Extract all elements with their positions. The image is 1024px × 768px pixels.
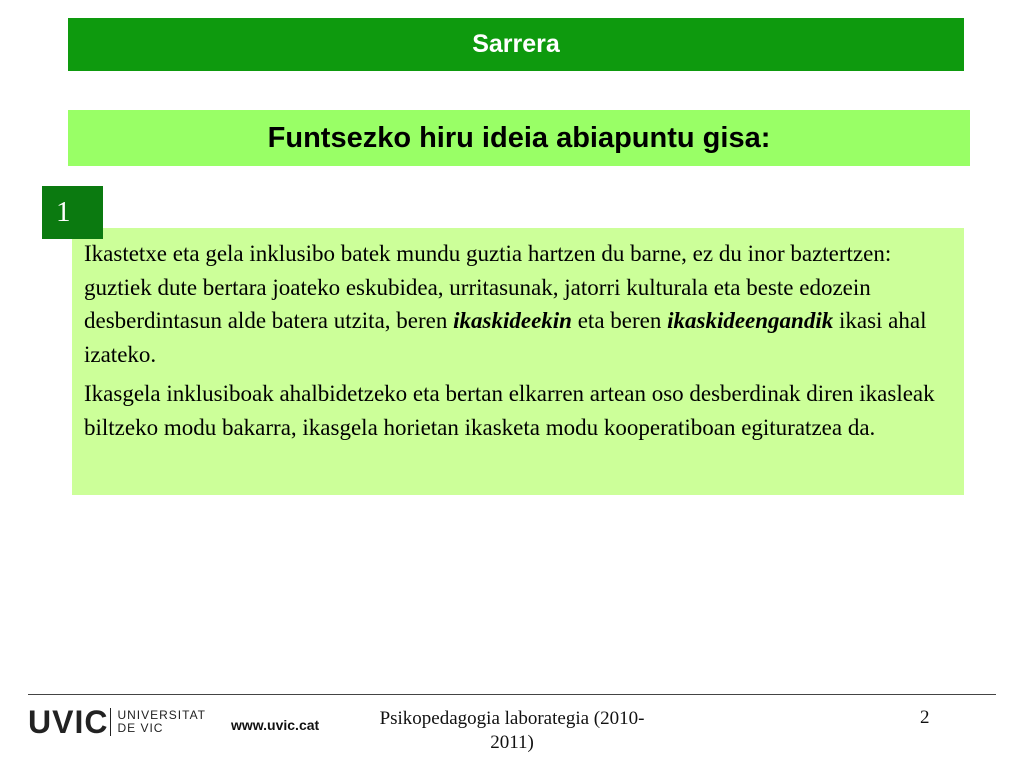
logo-text-line-1: UNIVERSITAT bbox=[117, 708, 207, 722]
number-badge bbox=[42, 186, 103, 239]
paragraph-1-text-a: Ikastetxe eta gela inklusibo batek mundu guztia hartzen du barne, ez du inor baztertzen: guztiek dute bertara joateko eskubidea, urritasunak, jatorri kulturala eta beste edozein desberdintasun alde batera utzita, beren bbox=[84, 241, 892, 333]
footer-url-link[interactable]: www.uvic.cat bbox=[231, 717, 320, 733]
header-title: Sarrera bbox=[472, 30, 560, 58]
slide-title: Funtsezko hiru ideia abiapuntu gisa: bbox=[267, 121, 771, 154]
logo-text-line-2: DE VIC bbox=[117, 721, 164, 735]
logo-text bbox=[117, 709, 206, 735]
paragraph-1-emphasis-a: ikaskideekin bbox=[453, 308, 572, 333]
paragraph-1-emphasis-b: ikaskideengandik bbox=[667, 308, 834, 333]
university-logo bbox=[28, 706, 206, 738]
content-paragraph-1 bbox=[84, 237, 952, 371]
content-box bbox=[72, 228, 964, 495]
content-paragraph-2: Ikasgela inklusiboak ahalbidetzeko eta bertan elkarren artean oso desberdinak diren ikasleak biltzeko modu bakarra, ikasgela horietan ikasketa modu kooperatiboan egituratzea da. bbox=[84, 381, 935, 440]
page-number: 2 bbox=[920, 707, 930, 728]
logo-mark: UVIC bbox=[28, 704, 109, 740]
badge-number: 1 bbox=[56, 196, 71, 228]
logo-separator bbox=[110, 708, 111, 736]
paragraph-1-text-c: ikasi ahal izateko. bbox=[84, 308, 927, 367]
slide-title-box bbox=[68, 110, 970, 166]
paragraph-1-text-b: eta beren bbox=[571, 308, 668, 333]
footer-divider bbox=[28, 694, 996, 695]
header-bar bbox=[68, 18, 964, 71]
footer-course-title: Psikopedagogia laborategia (2010-2011) bbox=[379, 708, 645, 753]
